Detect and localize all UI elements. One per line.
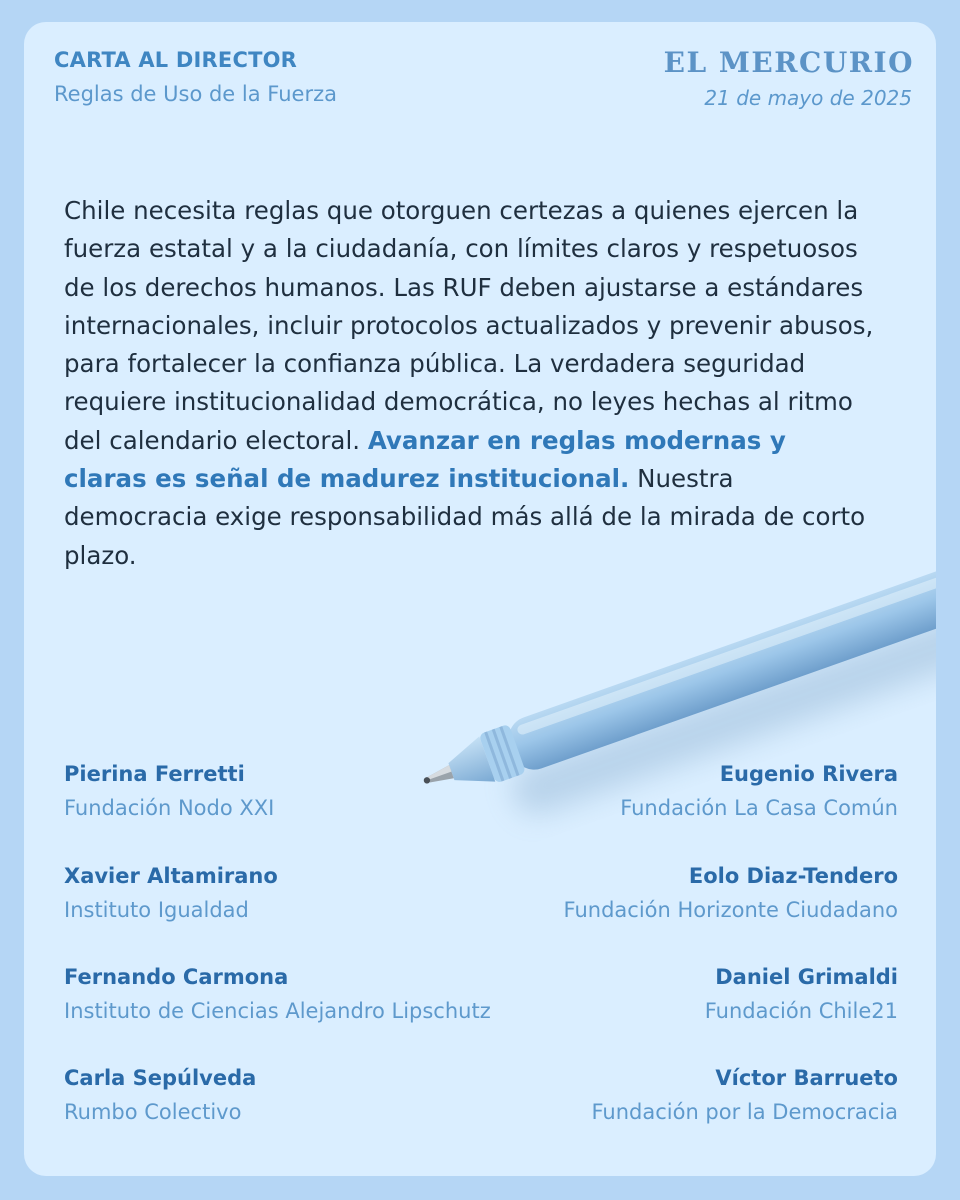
- signatory-org: Fundación Nodo XXI: [64, 796, 275, 820]
- signatory-name: Víctor Barrueto: [715, 1066, 898, 1090]
- signatory-org: Rumbo Colectivo: [64, 1100, 242, 1124]
- signatory-org: Fundación La Casa Común: [620, 796, 898, 820]
- signatory-org: Fundación Horizonte Ciudadano: [563, 898, 898, 922]
- signatory-org: Fundación por la Democracia: [591, 1100, 898, 1124]
- signatory-name: Fernando Carmona: [64, 965, 289, 989]
- signatory-org: Instituto de Ciencias Alejandro Lipschutz: [64, 999, 491, 1023]
- signatory-name: Daniel Grimaldi: [715, 965, 898, 989]
- publication-date: 21 de mayo de 2025: [704, 86, 912, 110]
- signatory-name: Pierina Ferretti: [64, 762, 245, 786]
- signatory-name: Eolo Diaz-Tendero: [688, 864, 898, 888]
- signatory-name: Xavier Altamirano: [64, 864, 278, 888]
- signatory-name: Eugenio Rivera: [719, 762, 898, 786]
- signatory-org: Instituto Igualdad: [64, 898, 249, 922]
- body-text-start: Chile necesita reglas que otorguen certezas a quienes ejercen la fuerza estatal y a la ciudadanía, con límites claros y respetuosos de los derechos humanos. Las RUF deben ajustarse a estándares internacionales, incluir protocolos actualizados y prevenir abusos, para fortalecer la confianza pública. La verdadera seguridad requiere institucionalidad democrática, no leyes hechas al ritmo del calendario electoral.: [64, 196, 874, 455]
- letter-body: [64, 192, 874, 575]
- publication-logo: EL MERCURIO: [663, 46, 914, 79]
- body-highlight: Avanzar en reglas modernas y claras es señal de madurez institucional.: [64, 425, 786, 494]
- letter-subtitle: Reglas de Uso de la Fuerza: [54, 82, 337, 106]
- body-text-end: Nuestra democracia exige responsabilidad más allá de la mirada de corto plazo.: [64, 464, 866, 570]
- letter-card: [24, 22, 936, 1176]
- section-kicker: CARTA AL DIRECTOR: [54, 48, 298, 72]
- signatory-name: Carla Sepúlveda: [64, 1066, 257, 1090]
- signatory-org: Fundación Chile21: [704, 999, 898, 1023]
